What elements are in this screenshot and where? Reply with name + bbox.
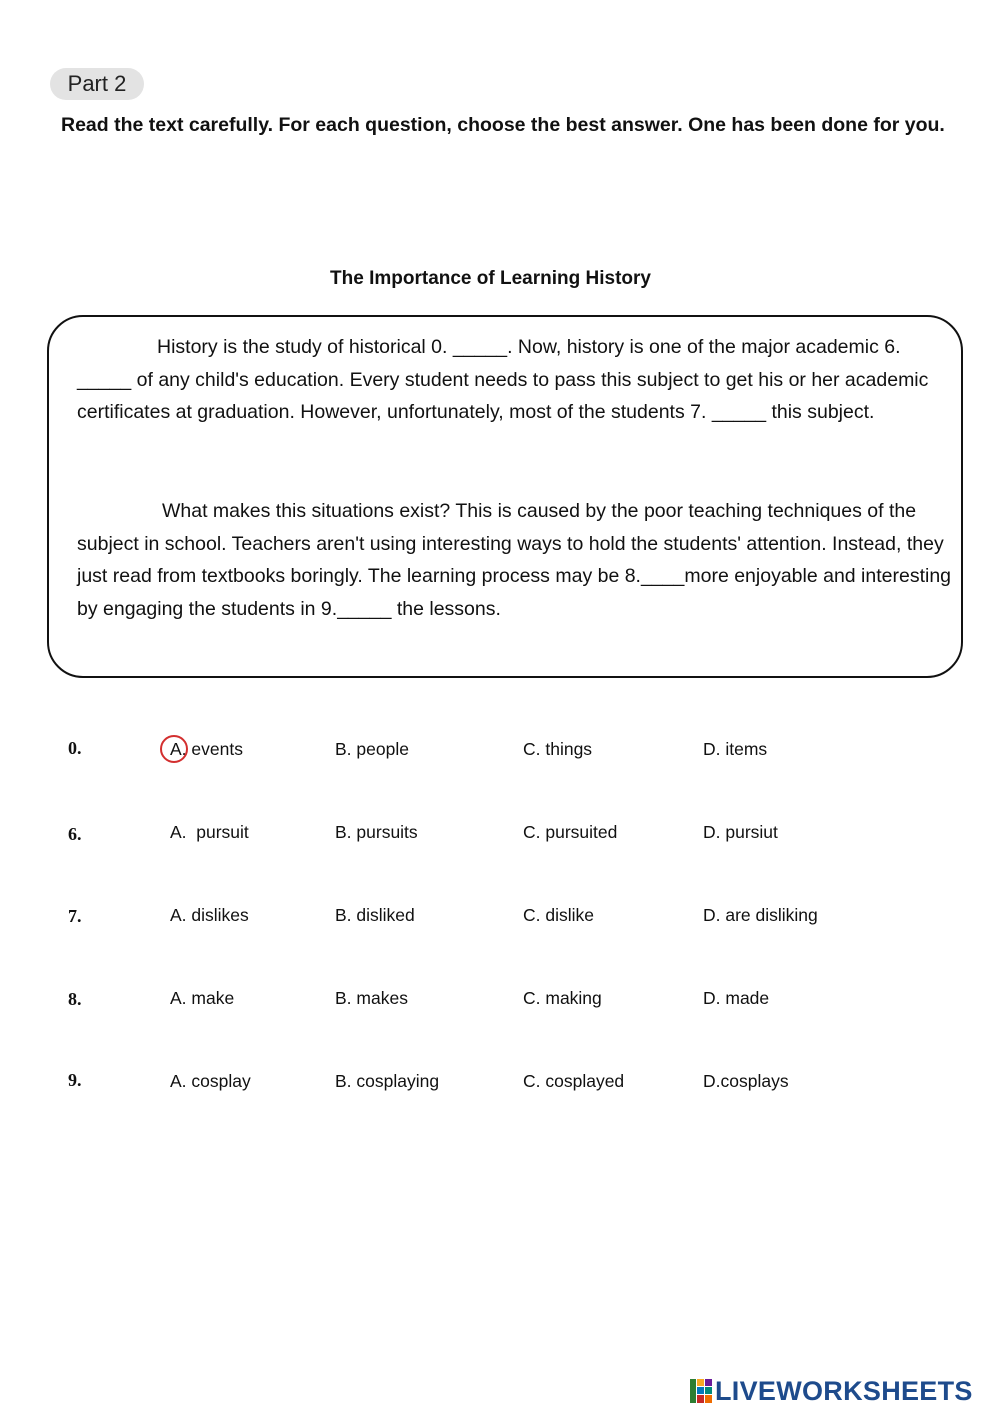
option-c[interactable]: C. things [523, 739, 593, 759]
option-a[interactable]: A. events [170, 739, 243, 759]
passage-paragraph-1: History is the study of historical 0. _____. Now, history is one of the major academic 6. _____ of any child's education. Every student needs to pass this subject to get his or her academic certificates at graduation. However, unfortunately, most of the students 7. _____ this subject. [77, 336, 929, 424]
option-d[interactable]: D. made [703, 988, 770, 1008]
option-b[interactable]: B. people [335, 739, 409, 759]
passage-title: The Importance of Learning History [330, 268, 651, 289]
option-c[interactable]: C. pursuited [523, 822, 618, 842]
question-number: 8. [68, 989, 82, 1009]
part-badge: Part 2 [50, 68, 144, 100]
option-c[interactable]: C. cosplayed [523, 1071, 625, 1091]
option-d[interactable]: D. are disliking [703, 905, 818, 925]
passage-box [47, 315, 963, 678]
option-a[interactable]: A. dislikes [170, 905, 249, 925]
passage-paragraph-2: What makes this situations exist? This is caused by the poor teaching techniques of the subject in school. Teachers aren't using interesting ways to hold the students' attention. Instead, they just read from textbooks boringly. The learning process may be 8.____more enjoyable and interesting by engaging the students in 9._____ the lessons. [77, 500, 952, 621]
option-c[interactable]: C. making [523, 988, 602, 1008]
question-number: 9. [68, 1070, 82, 1090]
question-number: 0. [68, 738, 82, 758]
option-b[interactable]: B. disliked [335, 905, 415, 925]
option-a[interactable]: A. make [170, 988, 235, 1008]
question-number: 6. [68, 824, 82, 844]
instructions: Read the text carefully. For each question, choose the best answer. One has been done for you. [61, 114, 945, 136]
option-b[interactable]: B. makes [335, 988, 408, 1008]
option-d[interactable]: D.cosplays [703, 1071, 789, 1091]
option-b[interactable]: B. pursuits [335, 822, 418, 842]
option-a[interactable]: A. cosplay [170, 1071, 251, 1091]
option-a[interactable]: A. pursuit [170, 822, 249, 842]
option-c[interactable]: C. dislike [523, 905, 594, 925]
liveworksheets-logo [690, 1374, 973, 1408]
option-d[interactable]: D. pursiut [703, 822, 778, 842]
question-number: 7. [68, 906, 82, 926]
logo-text: LIVEWORKSHEETS [715, 1375, 973, 1406]
liveworksheets-logo-icon [690, 1377, 712, 1405]
answer-circle-icon [160, 735, 188, 763]
option-d[interactable]: D. items [703, 739, 768, 759]
option-b[interactable]: B. cosplaying [335, 1071, 440, 1091]
